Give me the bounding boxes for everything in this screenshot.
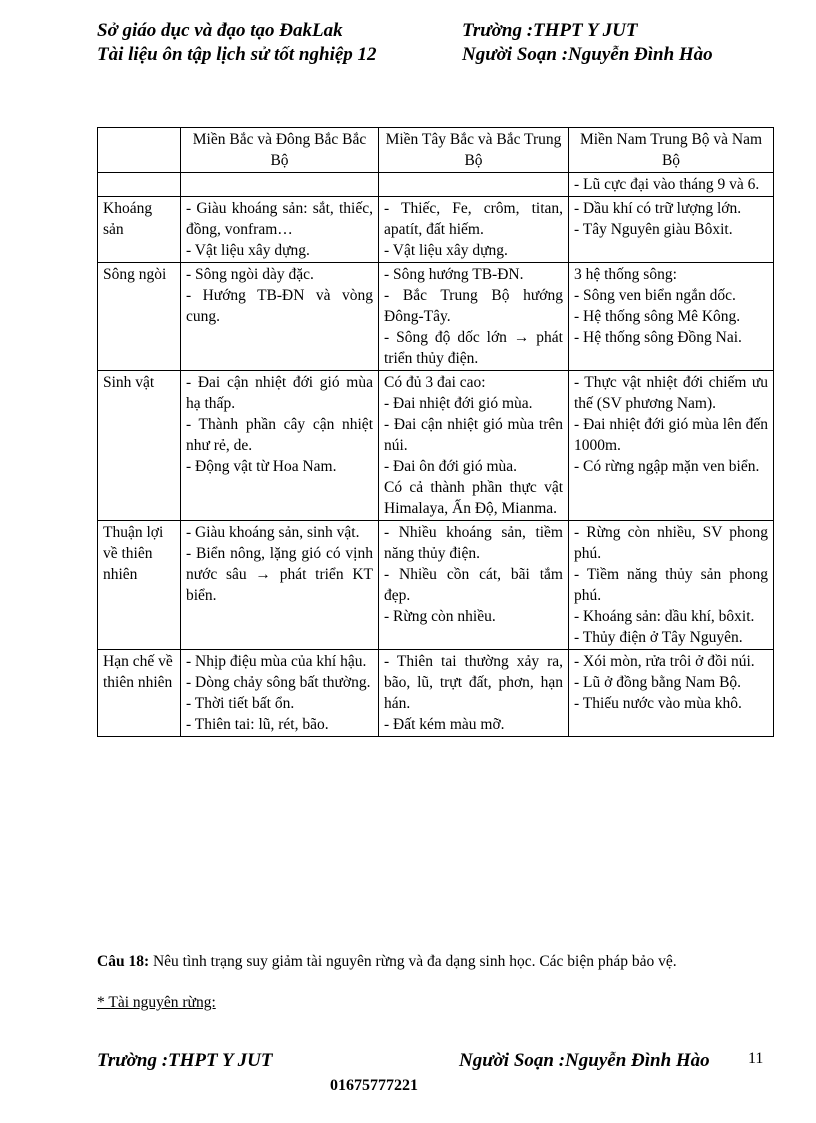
cell-line: - Thiên tai: lũ, rét, bão. — [186, 716, 329, 733]
cell-line: - Vật liệu xây dựng. — [384, 242, 508, 259]
cell-line: - Hướng TB-ĐN và vòng cung. — [186, 287, 373, 325]
cell-line: - Đai ôn đới gió mùa. — [384, 458, 518, 475]
cell-line: - Thiếc, Fe, crôm, titan, apatít, đất hiếm. — [384, 200, 563, 238]
header-author: Người Soạn :Nguyễn Đình Hào — [462, 44, 713, 65]
header-doc-title: Tài liệu ôn tập lịch sử tốt nghiệp 12 — [97, 44, 377, 65]
table-cell — [569, 650, 774, 737]
cell-line: - Sông độ dốc lớn → phát triển thủy điện. — [384, 329, 563, 367]
cell-line: - Lũ cực đại vào tháng 9 và 6. — [574, 176, 760, 193]
subheading-forest-resources: * Tài nguyên rừng: — [97, 994, 216, 1011]
cell-line: - Đai nhiệt đới gió mùa lên đến 1000m. — [574, 416, 768, 454]
table-cell — [181, 197, 379, 263]
cell-line: - Hệ thống sông Đồng Nai. — [574, 329, 742, 346]
table-cell — [181, 371, 379, 521]
cell-line: - Đai nhiệt đới gió mùa. — [384, 395, 533, 412]
table-cell — [569, 263, 774, 371]
header-school-dept: Sở giáo dục và đạo tạo ĐakLak — [97, 20, 343, 41]
table-header-row — [98, 128, 774, 173]
row-label: Thuận lợi về thiên nhiên — [98, 521, 181, 650]
cell-line: - Thủy điện ở Tây Nguyên. — [574, 629, 743, 646]
cell-line: - Thiếu nước vào mùa khô. — [574, 695, 742, 712]
comparison-table — [97, 127, 774, 737]
page-number: 11 — [748, 1050, 764, 1067]
cell-line: - Khoáng sản: dầu khí, bôxit. — [574, 608, 755, 625]
cell-line: - Giàu khoáng sản: sắt, thiếc, đồng, vonfram… — [186, 200, 373, 238]
cell-line: 3 hệ thống sông: — [574, 266, 677, 283]
cell-line: - Dầu khí có trữ lượng lớn. — [574, 200, 742, 217]
table-cell — [181, 173, 379, 197]
table-row — [98, 521, 774, 650]
table-cell — [379, 197, 569, 263]
cell-line: - Nhiều cồn cát, bãi tắm đẹp. — [384, 566, 563, 604]
column-header: Miền Bắc và Đông Bắc Bắc Bộ — [181, 128, 379, 173]
cell-line: - Thành phần cây cận nhiệt như rẻ, de. — [186, 416, 373, 454]
question-text: Nêu tình trạng suy giảm tài nguyên rừng và đa dạng sinh học. Các biện pháp bảo vệ. — [149, 953, 677, 970]
cell-line: - Giàu khoáng sản, sinh vật. — [186, 524, 360, 541]
table-row — [98, 650, 774, 737]
cell-line: - Tiềm năng thủy sản phong phú. — [574, 566, 768, 604]
question-18 — [97, 951, 773, 972]
cell-line: - Bắc Trung Bộ hướng Đông-Tây. — [384, 287, 563, 325]
table-cell — [181, 263, 379, 371]
question-label: Câu 18: — [97, 953, 150, 970]
cell-line: - Lũ ở đồng bằng Nam Bộ. — [574, 674, 742, 691]
cell-line: - Tây Nguyên giàu Bôxit. — [574, 221, 733, 238]
table-row — [98, 371, 774, 521]
row-label: Sông ngòi — [98, 263, 181, 371]
cell-line: - Biển nông, lặng gió có vịnh nước sâu → phát triển KT biển. — [186, 545, 373, 604]
cell-line: - Thực vật nhiệt đới chiếm ưu thế (SV phương Nam). — [574, 374, 768, 412]
table-cell — [379, 263, 569, 371]
cell-line: - Sông ngòi dày đặc. — [186, 266, 314, 283]
row-label: Hạn chế về thiên nhiên — [98, 650, 181, 737]
table-cell — [379, 173, 569, 197]
cell-line: - Rừng còn nhiều. — [384, 608, 496, 625]
cell-line: - Nhịp điệu mùa của khí hậu. — [186, 653, 367, 670]
cell-line: - Rừng còn nhiều, SV phong phú. — [574, 524, 768, 562]
header-school-name: Trường :THPT Y JUT — [462, 20, 638, 41]
column-header: Miền Tây Bắc và Bắc Trung Bộ — [379, 128, 569, 173]
footer-author: Người Soạn :Nguyễn Đình Hào — [459, 1050, 710, 1071]
footer-phone: 01675777221 — [330, 1077, 418, 1094]
row-label: Sinh vật — [98, 371, 181, 521]
table-cell — [181, 521, 379, 650]
row-label: Khoáng sản — [98, 197, 181, 263]
cell-line: - Đai cận nhiệt đới gió mùa hạ thấp. — [186, 374, 373, 412]
table-cell — [569, 197, 774, 263]
footer-school: Trường :THPT Y JUT — [97, 1050, 273, 1071]
table-cell — [181, 650, 379, 737]
cell-line: - Sông ven biển ngắn dốc. — [574, 287, 736, 304]
cell-line: - Hệ thống sông Mê Kông. — [574, 308, 741, 325]
table-row — [98, 263, 774, 371]
table-cell — [569, 173, 774, 197]
cell-line: - Xói mòn, rửa trôi ở đồi núi. — [574, 653, 755, 670]
cell-line: Có cả thành phần thực vật Himalaya, Ấn Độ, Mianma. — [384, 479, 563, 517]
row-label — [98, 173, 181, 197]
cell-line: - Động vật từ Hoa Nam. — [186, 458, 337, 475]
column-header: Miền Nam Trung Bộ và Nam Bộ — [569, 128, 774, 173]
table-row — [98, 197, 774, 263]
cell-line: - Vật liệu xây dựng. — [186, 242, 310, 259]
table-cell — [379, 650, 569, 737]
table-cell — [379, 371, 569, 521]
cell-line: Có đủ 3 đai cao: — [384, 374, 486, 391]
cell-line: - Thiên tai thường xảy ra, bão, lũ, trựt đất, phơn, hạn hán. — [384, 653, 563, 712]
cell-line: - Có rừng ngập mặn ven biển. — [574, 458, 760, 475]
cell-line: - Đai cận nhiệt gió mùa trên núi. — [384, 416, 563, 454]
cell-line: - Dòng chảy sông bất thường. — [186, 674, 371, 691]
table-cell — [379, 521, 569, 650]
cell-line: - Sông hướng TB-ĐN. — [384, 266, 524, 283]
cell-line: - Đất kém màu mỡ. — [384, 716, 505, 733]
table-cell — [569, 371, 774, 521]
table-cell — [569, 521, 774, 650]
table-row — [98, 173, 774, 197]
column-header — [98, 128, 181, 173]
cell-line: - Nhiều khoáng sản, tiềm năng thủy điện. — [384, 524, 563, 562]
cell-line: - Thời tiết bất ổn. — [186, 695, 295, 712]
